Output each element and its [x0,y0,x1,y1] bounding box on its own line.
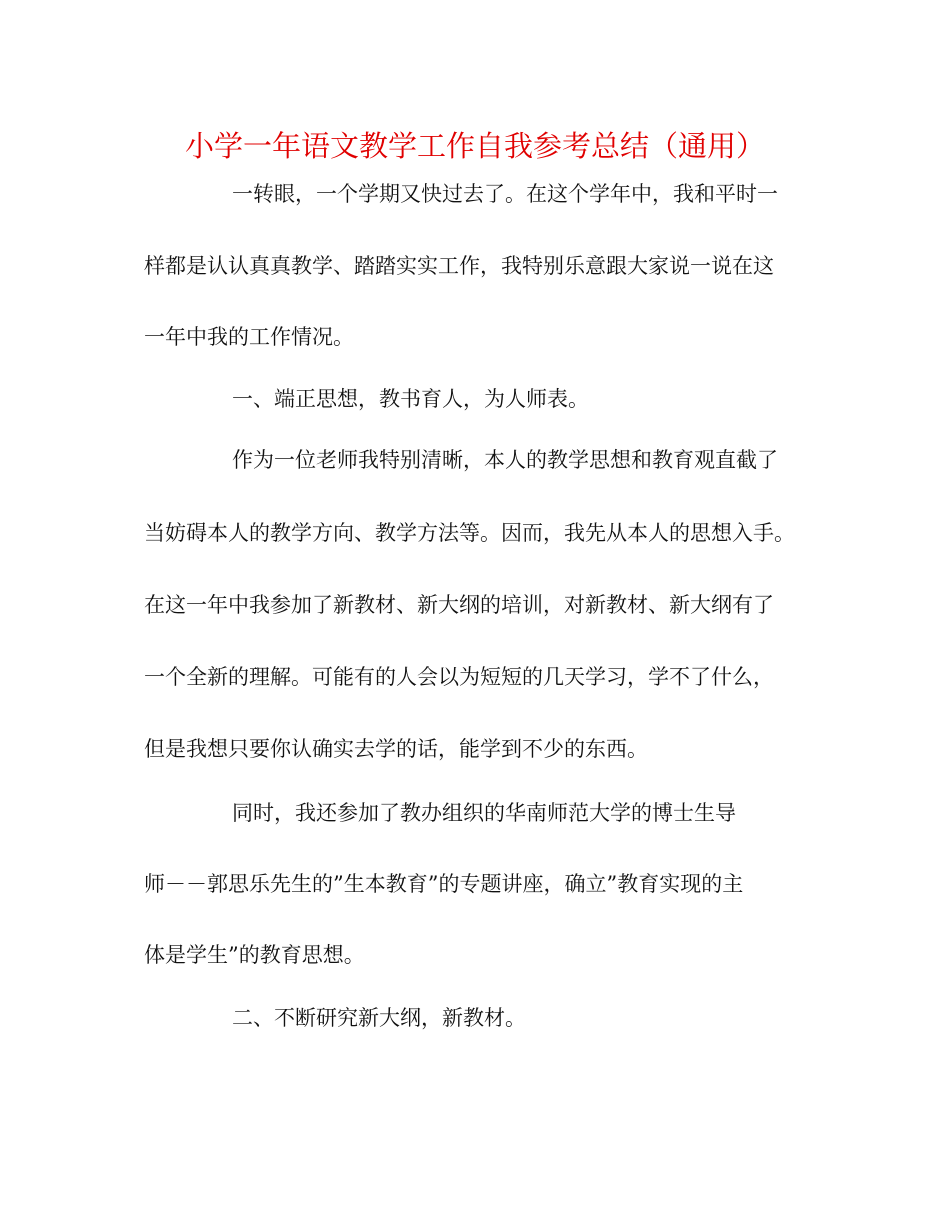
document-title: 小学一年语文教学工作自我参考总结（通用） [184,129,765,163]
paragraph-line-8: 一个全新的理解。可能有的人会以为短短的几天学习，学不了什么， [144,665,774,689]
paragraph-line-3: 一年中我的工作情况。 [144,325,354,349]
paragraph-line-10: 同时，我还参加了教办组织的华南师范大学的博士生导 [232,801,736,825]
paragraph-line-11: 师－－郭思乐先生的”生本教育”的专题讲座，确立”教育实现的主 [144,872,744,896]
section-heading-1: 一、端正思想，教书育人，为人师表。 [232,387,589,411]
paragraph-line-12: 体是学生”的教育思想。 [144,943,365,967]
paragraph-line-9: 但是我想只要你认确实去学的话，能学到不少的东西。 [144,737,648,761]
paragraph-line-2: 样都是认认真真教学、踏踏实实工作，我特别乐意跟大家说一说在这 [144,254,774,278]
paragraph-line-6: 当妨碍本人的教学方向、教学方法等。因而，我先从本人的思想入手。 [144,521,795,545]
paragraph-line-7: 在这一年中我参加了新教材、新大纲的培训，对新教材、新大纲有了 [144,593,774,617]
paragraph-line-1: 一转眼，一个学期又快过去了。在这个学年中，我和平时一 [232,182,778,206]
section-heading-2: 二、不断研究新大纲，新教材。 [232,1006,526,1030]
paragraph-line-5: 作为一位老师我特别清晰，本人的教学思想和教育观直截了 [232,448,778,472]
